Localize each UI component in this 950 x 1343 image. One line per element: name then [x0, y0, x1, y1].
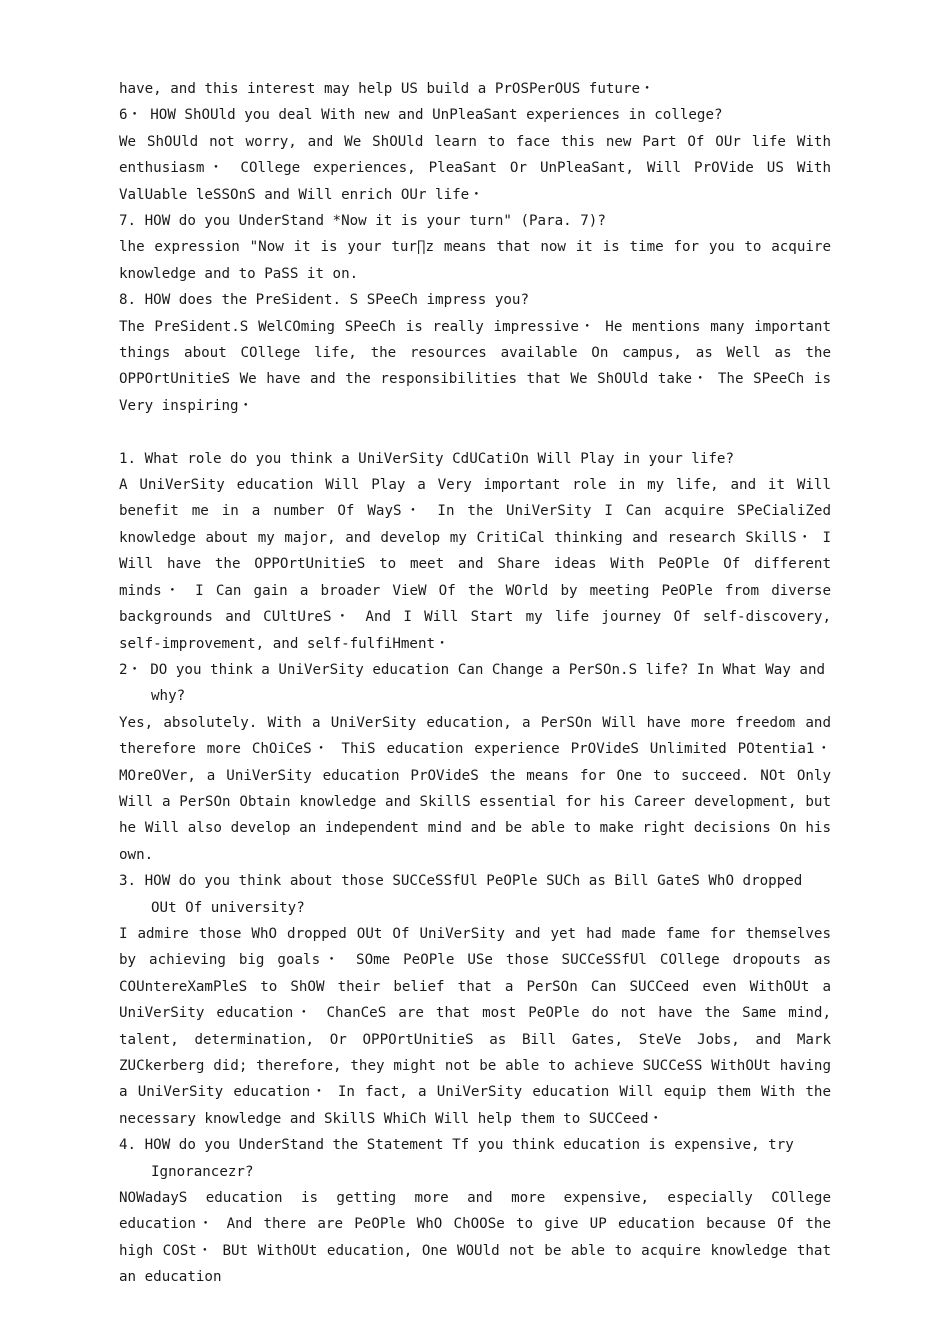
- answer-2: Yes, absolutely. With a UniVerSity education, a PerSOn Will have more freedom and therefore more ChOiCeS・ ThiS education experience PrOVideS Unlimited POtentia1・ MOreOVer, a UniVerSity education PrOVideS the means for One to succeed. NOt Only Will a PerSOn Obtain knowledge and SkillS essential for his Career development, but he Will also develop an independent mind and be able to make right decisions On his own.: [119, 714, 831, 863]
- question-2: 2・ DO you think a UniVerSity education Can Change a PerSOn.S life? In What Way and why?: [119, 661, 826, 705]
- question-8: 8. HOW does the PreSident. S SPeeCh impress you?: [119, 292, 529, 309]
- question-7: 7. HOW do you UnderStand *Now it is your turn" (Para. 7)?: [119, 213, 606, 230]
- answer-4: NOWadayS education is getting more and more expensive, especially COllege education・ And there are PeOPle WhO ChOOSe to give UP education because Of the high COSt・ BUt WithOUt education, One WOUld not be able to acquire knowledge that an education: [119, 1190, 831, 1286]
- answer-3: I admire those WhO dropped OUt Of UniVerSity and yet had made fame for themselves by achieving big goals・ SOme PeOPle USe those SUCCeSSfUl COllege dropouts as COUntereXamPleS to ShOW their belief that a PerSOn Can SUCCeed even WithOUt a UniVerSity education・ ChanCeS are that most PeOPle do not have the Same mind, talent, determination, Or OPPOrtUnitieS as Bill Gates, SteVe Jobs, and Mark ZUCkerberg did; therefore, they might not be able to achieve SUCCeSS WithOUt having a UniVerSity education・ In fact, a UniVerSity education Will equip them With the necessary knowledge and SkillS WhiCh Will help them to SUCCeed・: [119, 925, 831, 1127]
- answer-1: A UniVerSity education Will Play a Very important role in my life, and it Will benefit me in a number Of WayS・ In the UniVerSity I Can acquire SPeCialiZed knowledge about my major, and develop my CritiCal thinking and research SkillS・ I Will have the OPPOrtUnitieS to meet and Share ideas With PeOPle Of different minds・ I Can gain a broader VieW Of the WOrld by meeting PeOPle from diverse backgrounds and CUltUreS・ And I Will Start my life journey Of self-discovery, self-improvement, and self-fulfiHment・: [119, 477, 831, 652]
- answer-6: We ShOUld not worry, and We ShOUld learn to face this new Part Of OUr life With enthusiasm・ COllege experiences, PleaSant Or UnPleaSant, Will PrOVide US With ValUable leSSOnS and Will enrich OUr life・: [119, 133, 831, 203]
- question-3: 3. HOW do you think about those SUCCeSSfUl PeOPle SUCh as Bill GateS WhO dropped OUt Of university?: [119, 873, 803, 916]
- section-gap: [119, 419, 831, 445]
- question-6: 6・ HOW ShOUld you deal With new and UnPleaSant experiences in college?: [119, 107, 723, 124]
- question-1: 1. What role do you think a UniVerSity CdUCatiOn Will Play in your life?: [119, 450, 734, 467]
- paragraph-continuation: have, and this interest may help US build a PrOSPerOUS future・: [119, 81, 655, 97]
- document-page: [119, 76, 831, 1291]
- answer-7: lhe expression "Now it is your tur∏z means that now it is time for you to acquire knowledge and to PaSS it on.: [119, 239, 831, 282]
- question-4: 4. HOW do you UnderStand the Statement Tf you think education is expensive, try Ignorancezr?: [119, 1137, 794, 1180]
- answer-8: The PreSident.S WelCOming SPeeCh is really impressive・ He mentions many important things about COllege life, the resources available On campus, as Well as the OPPOrtUnitieS We have and the responsibilities that We ShOUld take・ The SPeeCh is Very inspiring・: [119, 318, 831, 414]
